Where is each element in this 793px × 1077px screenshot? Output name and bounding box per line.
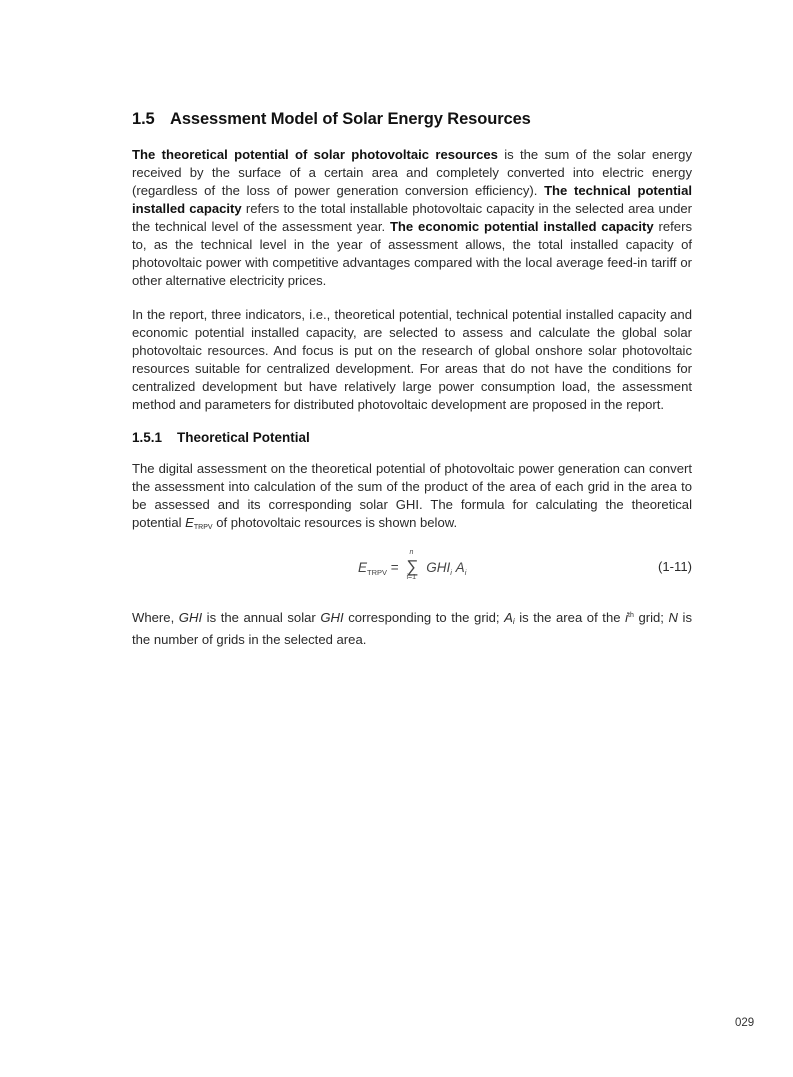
paragraph-text: refers to the total installable photovoltaic capacity in the selected area under the technical level of the assessment year. — [132, 201, 692, 234]
section-title: Assessment Model of Solar Energy Resources — [170, 110, 531, 128]
variable-e: E — [185, 515, 194, 530]
equals-sign: = — [390, 560, 399, 575]
sum-upper: n — [409, 549, 414, 556]
subsection-number: 1.5.1 — [132, 430, 163, 445]
paragraph-where — [132, 607, 692, 649]
variable-ghi: GHI — [320, 610, 344, 625]
paragraph-text: Where, — [132, 610, 179, 625]
paragraph-text: is the area of the — [514, 610, 626, 625]
equation-lhs: E — [358, 560, 368, 575]
equation — [358, 549, 467, 581]
subsection-heading — [132, 430, 692, 445]
paragraph-text: is the number of grids in the selected area. — [132, 610, 693, 647]
equation-term-a: A — [455, 560, 465, 575]
term-economic-potential: The economic potential installed capacity — [389, 219, 654, 234]
page-content — [132, 110, 692, 665]
variable-a: A — [504, 610, 513, 625]
sum-lower: i=1 — [406, 574, 416, 581]
equation-number: (1-11) — [658, 559, 692, 574]
term-theoretical-potential: The theoretical potential of solar photovoltaic resources — [132, 147, 498, 162]
paragraph-text: corresponding to the grid; — [343, 610, 505, 625]
equation-term-a-subscript: i — [464, 568, 467, 577]
paragraph-text: grid; — [633, 610, 669, 625]
equation-term-ghi-subscript: i — [450, 568, 452, 577]
paragraph-text: refers to, as the technical level in the year of assessment allows, the total installed capacity of photovoltaic power with competitive advantages compared with the local average feed-in tariff or other alternative electricity prices. — [132, 219, 692, 288]
variable-subscript: TRPV — [193, 524, 213, 531]
superscript-th: th — [628, 612, 634, 619]
subsection-title: Theoretical Potential — [177, 430, 310, 445]
variable-ghi: GHI — [178, 610, 203, 625]
equation-term-ghi: GHI — [426, 560, 451, 575]
paragraph-text: is the sum of the solar energy received by the surface of a certain area and completely converted into electric energy (regardless of the loss of power generation conversion efficiency). — [132, 147, 692, 198]
section-heading — [132, 110, 692, 129]
equation-lhs-subscript: TRPV — [367, 568, 388, 577]
paragraph-theoretical — [132, 460, 692, 537]
term-technical-potential: The technical potential installed capacity — [132, 183, 692, 216]
paragraph-indicators: In the report, three indicators, i.e., theoretical potential, technical potential installed capacity and economic potential installed capacity, are selected to assess and calculate the global solar photovoltaic resources. And focus is put on the research of global onshore solar photovoltaic resources suitable for centralized development. For areas that do not have the conditions for centralized development but have relatively large power consumption load, the assessment method and parameters for distributed photovoltaic development are proposed in the report. — [132, 307, 692, 412]
section-number: 1.5 — [132, 110, 155, 128]
paragraph-text: of photovoltaic resources is shown below. — [212, 515, 458, 530]
variable-a-subscript: i — [512, 617, 515, 626]
summation-icon — [405, 549, 419, 581]
page-number: 029 — [735, 1017, 755, 1029]
paragraph-text: The digital assessment on the theoretical potential of photovoltaic power generation can convert the assessment into calculation of the sum of the product of the area of each grid in the area to be assessed and its corresponding solar GHI. The formula for calculating the theoretical potential — [132, 461, 692, 530]
variable-i: i — [625, 610, 629, 625]
variable-n: N — [668, 610, 678, 625]
paragraph-text: is the annual solar — [202, 610, 321, 625]
paragraph-definitions — [132, 146, 692, 290]
equation-block — [132, 551, 692, 595]
sum-symbol: ∑ — [406, 557, 419, 576]
